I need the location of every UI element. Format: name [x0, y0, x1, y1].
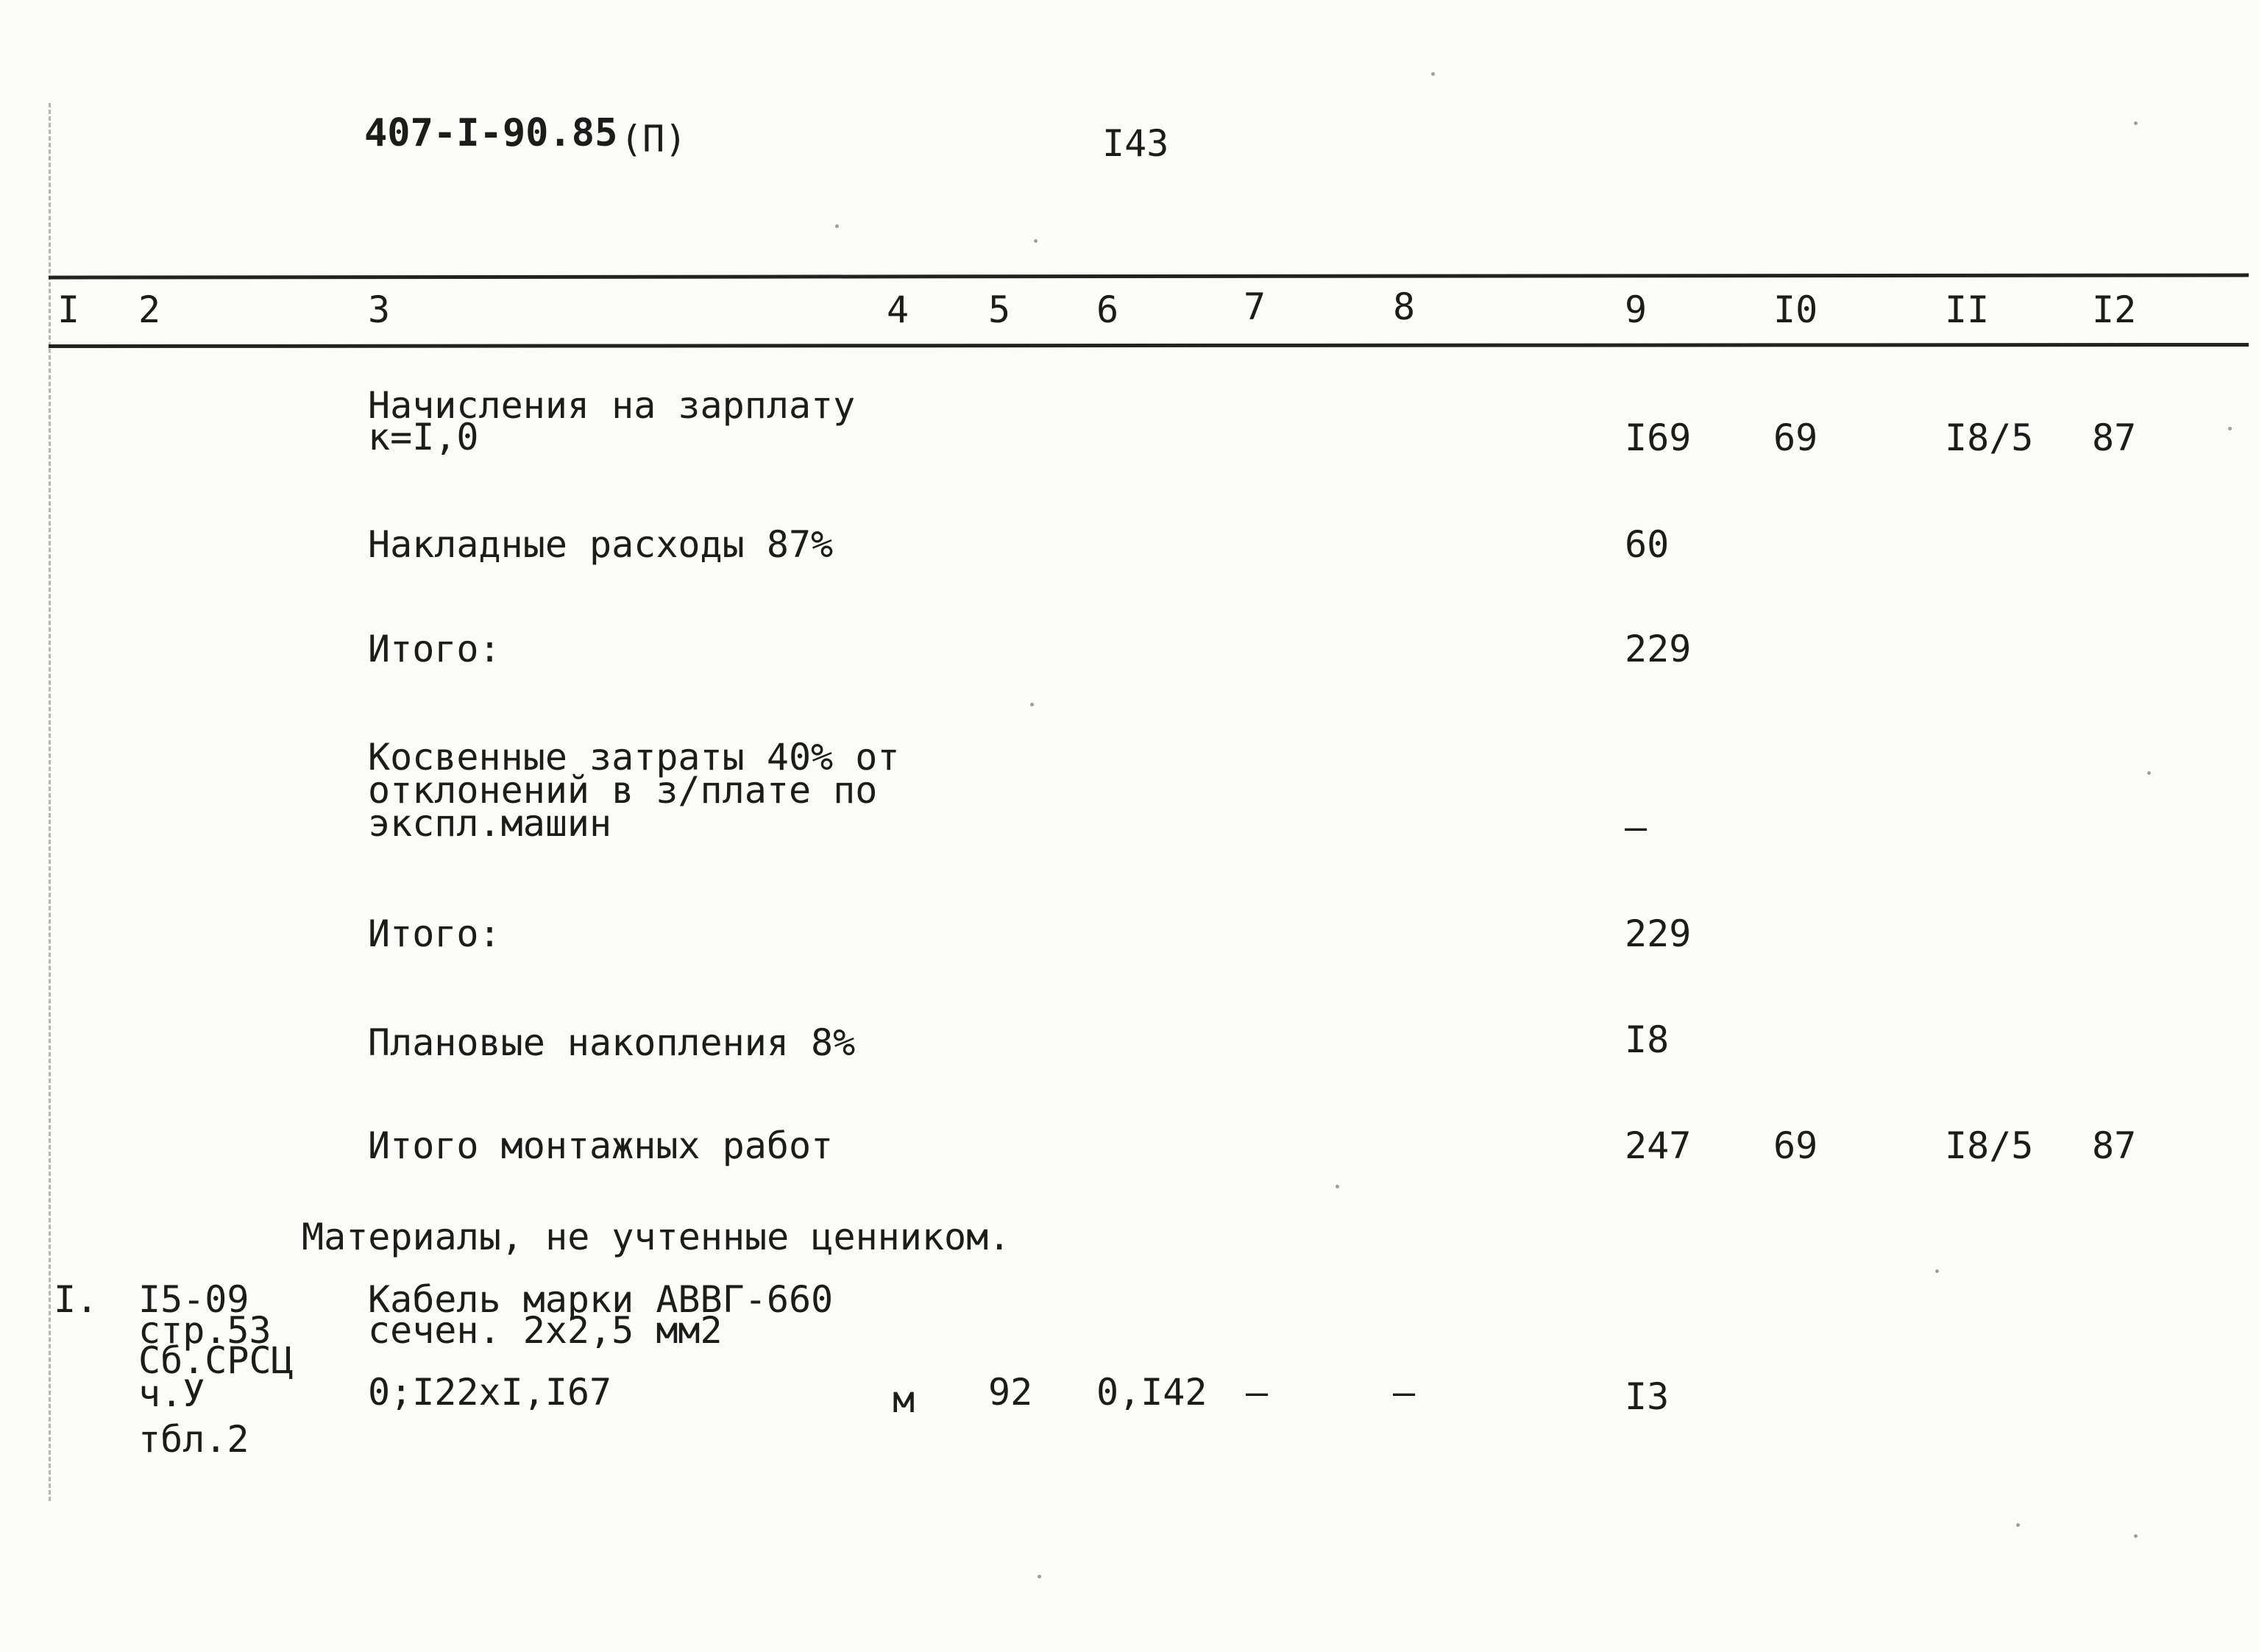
item-reference-line-5: тбл.2 — [138, 1418, 249, 1461]
row-value-col9: 60 — [1625, 523, 1670, 566]
scan-speck — [2147, 771, 2151, 775]
item-description: Кабель марки АВВГ-660 — [368, 1278, 834, 1321]
item-quantity: 92 — [988, 1371, 1033, 1414]
item-price: 0,I42 — [1096, 1371, 1207, 1414]
scan-speck — [1034, 239, 1038, 243]
col-header-1: I — [57, 288, 80, 331]
col-header-10: I0 — [1773, 288, 1818, 331]
scan-speck — [1431, 72, 1435, 76]
item-col8: – — [1393, 1371, 1416, 1414]
scan-speck — [2228, 427, 2232, 430]
row-value-col9: 247 — [1625, 1124, 1692, 1167]
row-description-line-2: отклонений в з/плате по — [368, 769, 878, 812]
scan-speck — [2134, 1534, 2138, 1538]
item-reference: I5-09 — [138, 1278, 249, 1321]
col-header-11: II — [1945, 288, 1990, 331]
row-value-col10: 69 — [1773, 1124, 1818, 1167]
item-description-line-3: 0;I22хI,I67 — [368, 1371, 612, 1414]
document-code: 407-I-90.85 — [364, 111, 618, 155]
row-description: Итого: — [368, 912, 501, 955]
item-col7: – — [1246, 1371, 1269, 1414]
col-header-3: 3 — [368, 288, 391, 331]
row-value-col9: 229 — [1625, 912, 1692, 955]
item-value-col9: I3 — [1625, 1375, 1670, 1418]
col-header-2: 2 — [138, 288, 161, 331]
scan-speck — [1038, 1575, 1041, 1578]
item-unit: м — [893, 1378, 915, 1421]
col-header-8: 8 — [1393, 286, 1416, 328]
page-number: I43 — [1102, 122, 1169, 165]
item-number: I. — [54, 1278, 99, 1321]
row-description-line-2: к=I,0 — [368, 416, 479, 458]
col-header-6: 6 — [1096, 288, 1119, 331]
col-header-4: 4 — [887, 288, 909, 331]
col-header-12: I2 — [2092, 288, 2137, 331]
row-description: Итого: — [368, 628, 501, 670]
row-value-col9: – — [1625, 806, 1648, 848]
item-reference-line-3: Сб.СРСЦ — [138, 1339, 294, 1382]
row-value-col9: I69 — [1625, 416, 1692, 459]
col-header-5: 5 — [988, 288, 1011, 331]
table-header-bottom-rule — [49, 343, 2249, 348]
row-description-line-3: экспл.машин — [368, 802, 612, 845]
row-description: Начисления на зарплату — [368, 384, 856, 427]
row-value-col11: I8/5 — [1945, 416, 2034, 459]
row-value-col9: I8 — [1625, 1018, 1670, 1061]
col-header-9: 9 — [1625, 288, 1648, 331]
row-value-col12: 87 — [2092, 1124, 2137, 1167]
page-left-edge — [49, 103, 53, 1501]
row-value-col11: I8/5 — [1945, 1124, 2034, 1167]
item-reference-line-4: ч.У — [138, 1372, 205, 1415]
scan-speck — [835, 224, 839, 228]
row-description: Косвенные затраты 40% от — [368, 736, 900, 779]
scan-speck — [2016, 1523, 2020, 1527]
table-top-rule — [49, 273, 2249, 279]
scan-speck — [1030, 703, 1034, 706]
row-value-col9: 229 — [1625, 628, 1692, 670]
scan-speck — [1935, 1269, 1939, 1273]
row-value-col10: 69 — [1773, 416, 1818, 459]
row-value-col12: 87 — [2092, 416, 2137, 459]
scan-speck — [2134, 121, 2138, 125]
scan-speck — [1336, 1185, 1339, 1188]
document-suffix: (П) — [620, 118, 687, 160]
item-reference-line-2: стр.53 — [138, 1309, 272, 1352]
col-header-7: 7 — [1244, 286, 1266, 328]
item-description-line-2: сечен. 2х2,5 мм2 — [368, 1309, 723, 1352]
section-title: Материалы, не учтенные ценником. — [302, 1216, 1011, 1258]
row-description: Итого монтажных работ — [368, 1124, 834, 1167]
row-description: Накладные расходы 87% — [368, 523, 834, 566]
row-description: Плановые накопления 8% — [368, 1021, 856, 1064]
